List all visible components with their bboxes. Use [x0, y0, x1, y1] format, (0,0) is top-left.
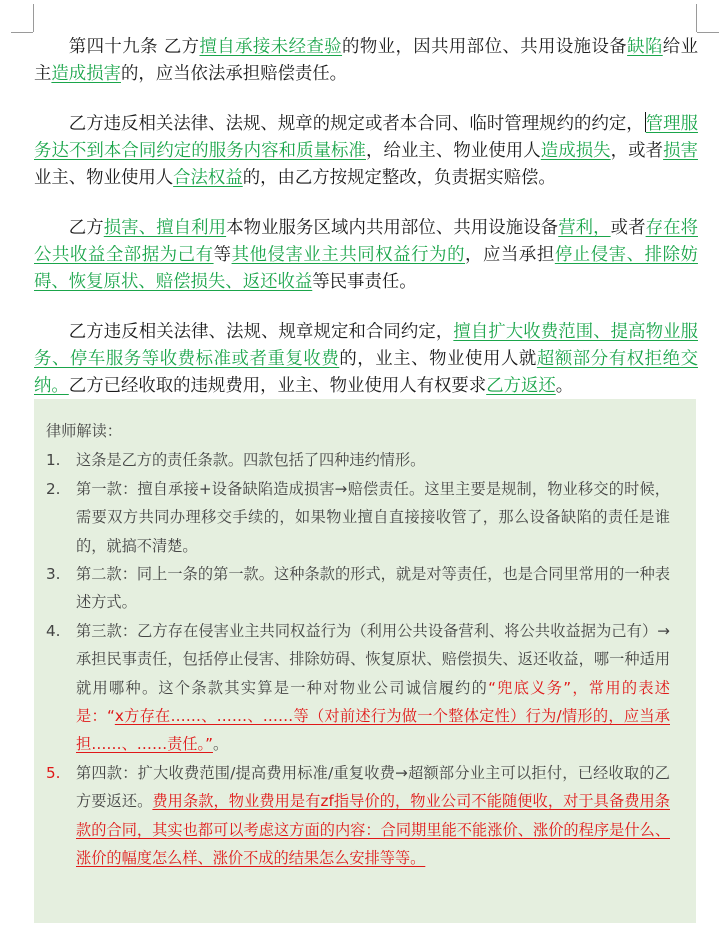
article-49-paragraph-1	[34, 34, 698, 88]
list-item	[46, 560, 670, 617]
text-run: ，或者	[610, 141, 664, 161]
lawyer-commentary-box	[34, 399, 696, 923]
text-run: 乙方	[68, 218, 104, 238]
crop-mark-top-right	[696, 4, 697, 32]
crop-mark-top-left-h	[11, 32, 33, 33]
text-run: 业主、物业使用人	[34, 168, 174, 188]
text-run: 或者	[610, 218, 646, 238]
red-underlined-text: 费用条款，物业费用是有zf指导价的，物业公司不能随便收，对于具备费用条款的合同，其实也都可以考虑这方面的内容：合同期里能不能涨价、涨价的程序是什么、涨价的幅度怎么样、涨价不成的结果怎么安排等等。	[76, 792, 670, 868]
text-run: 乙方违反相关法律、法规、规章的规定或者本合同、临时管理规约的约定，	[68, 114, 644, 134]
text-run: 的，应当依法承担赔偿责任。	[120, 64, 348, 84]
list-item	[46, 446, 670, 474]
list-item	[46, 759, 670, 873]
text-run: 第四十九条 乙方	[68, 37, 200, 57]
red-underlined-text: x方存在……、……、……等（对前述行为做一个整体定性）行为/情形的，应当承担……、……责任。”	[76, 707, 670, 754]
text-run: 的，业主、物业使用人就	[339, 349, 537, 369]
highlight-run: 管理服务达不到本合同约定的服务内容和质量标准	[34, 114, 698, 161]
article-49-paragraph-4	[34, 319, 698, 400]
text-run: 的，由乙方按规定整改，负责据实赔偿。	[242, 168, 556, 188]
text-run: 给业主	[34, 37, 698, 84]
list-item-text: 第三款：乙方存在侵害业主共同权益行为（利用公共设备营利、将公共收益据为己有）→承担民事责任，包括停止侵害、排除妨碍、恢复原状、赔偿损失、返还收益，哪一种适用就用哪种。这个条款其实算是一种对物业公司诚信履约的	[76, 621, 670, 697]
highlight-run: 缺陷	[627, 37, 663, 57]
highlight-run: 损害、擅自利用	[103, 218, 227, 238]
article-49-paragraph-2	[34, 111, 698, 192]
list-item-text: 。	[212, 735, 229, 754]
text-run: ，应当承担	[465, 245, 555, 265]
crop-mark-top-left	[33, 4, 34, 32]
text-run: 本物业服务区域内共用部位、共用设施设备	[226, 218, 559, 238]
highlight-run: 造成损失	[540, 141, 611, 161]
list-item-text: 第二款：同上一条的第一款。这种条款的形式，就是对等责任，也是合同里常用的一种表述方式。	[76, 565, 670, 612]
list-number: 1.	[46, 451, 61, 470]
red-emphasis-text: “兜底义务”，常用的表述是：“	[76, 678, 670, 726]
highlight-run: 乙方返还	[486, 376, 556, 396]
highlight-run: 营利，	[558, 218, 611, 238]
commentary-list	[46, 446, 670, 872]
text-run: ，给业主、物业使用人	[366, 141, 541, 161]
highlight-run: 造成损害	[51, 64, 121, 84]
list-item	[46, 475, 670, 560]
list-item	[46, 617, 670, 759]
highlight-run: 合法权益	[173, 168, 243, 188]
highlight-run: 超额部分有权拒绝交纳。	[34, 349, 698, 396]
commentary-title: 律师解读：	[46, 422, 122, 440]
list-item-text: 第四款：扩大收费范围/提高费用标准/重复收费→超额部分业主可以拒付，已经收取的乙方要返还。	[76, 763, 670, 811]
list-number: 4.	[46, 621, 61, 640]
list-item-text: 这条是乙方的责任条款。四款包括了四种违约情形。	[76, 451, 426, 470]
highlight-run: 擅自扩大收费范围、提高物业服务、停车服务等收费标准或者重复收费	[34, 322, 698, 369]
highlight-run: 其他侵害业主共同权益行为的	[231, 245, 466, 265]
highlight-run: 存在将公共收益全部据为己有	[34, 218, 698, 265]
document-body	[34, 34, 698, 423]
crop-mark-top-right-h	[697, 32, 719, 33]
list-item-text: 第一款：擅自承接+设备缺陷造成损害→赔偿责任。这里主要是规制，物业移交的时候，需要双方共同办理移交手续的，如果物业擅自直接接收管了，那么设备缺陷的责任是谁的，就搞不清楚。	[76, 479, 670, 555]
text-run: 乙方违反相关法律、法规、规章规定和合同约定，	[68, 322, 454, 342]
list-number: 3.	[46, 565, 61, 584]
list-number: 2.	[46, 479, 61, 498]
text-run: 乙方已经收取的违规费用，业主、物业使用人有权要求	[68, 376, 487, 396]
text-run: 的物业，因共用部位、共用设施设备	[342, 37, 628, 57]
list-number: 5.	[46, 763, 61, 782]
highlight-run: 擅自承接未经查验	[199, 37, 343, 57]
text-run: 。	[555, 376, 574, 396]
text-run: 等	[213, 245, 232, 265]
highlight-run: 损害	[663, 141, 698, 161]
text-run: 等民事责任。	[312, 272, 417, 292]
highlight-run: 停止侵害、排除妨碍、恢复原状、赔偿损失、返还收益	[34, 245, 698, 292]
article-49-paragraph-3	[34, 215, 698, 296]
